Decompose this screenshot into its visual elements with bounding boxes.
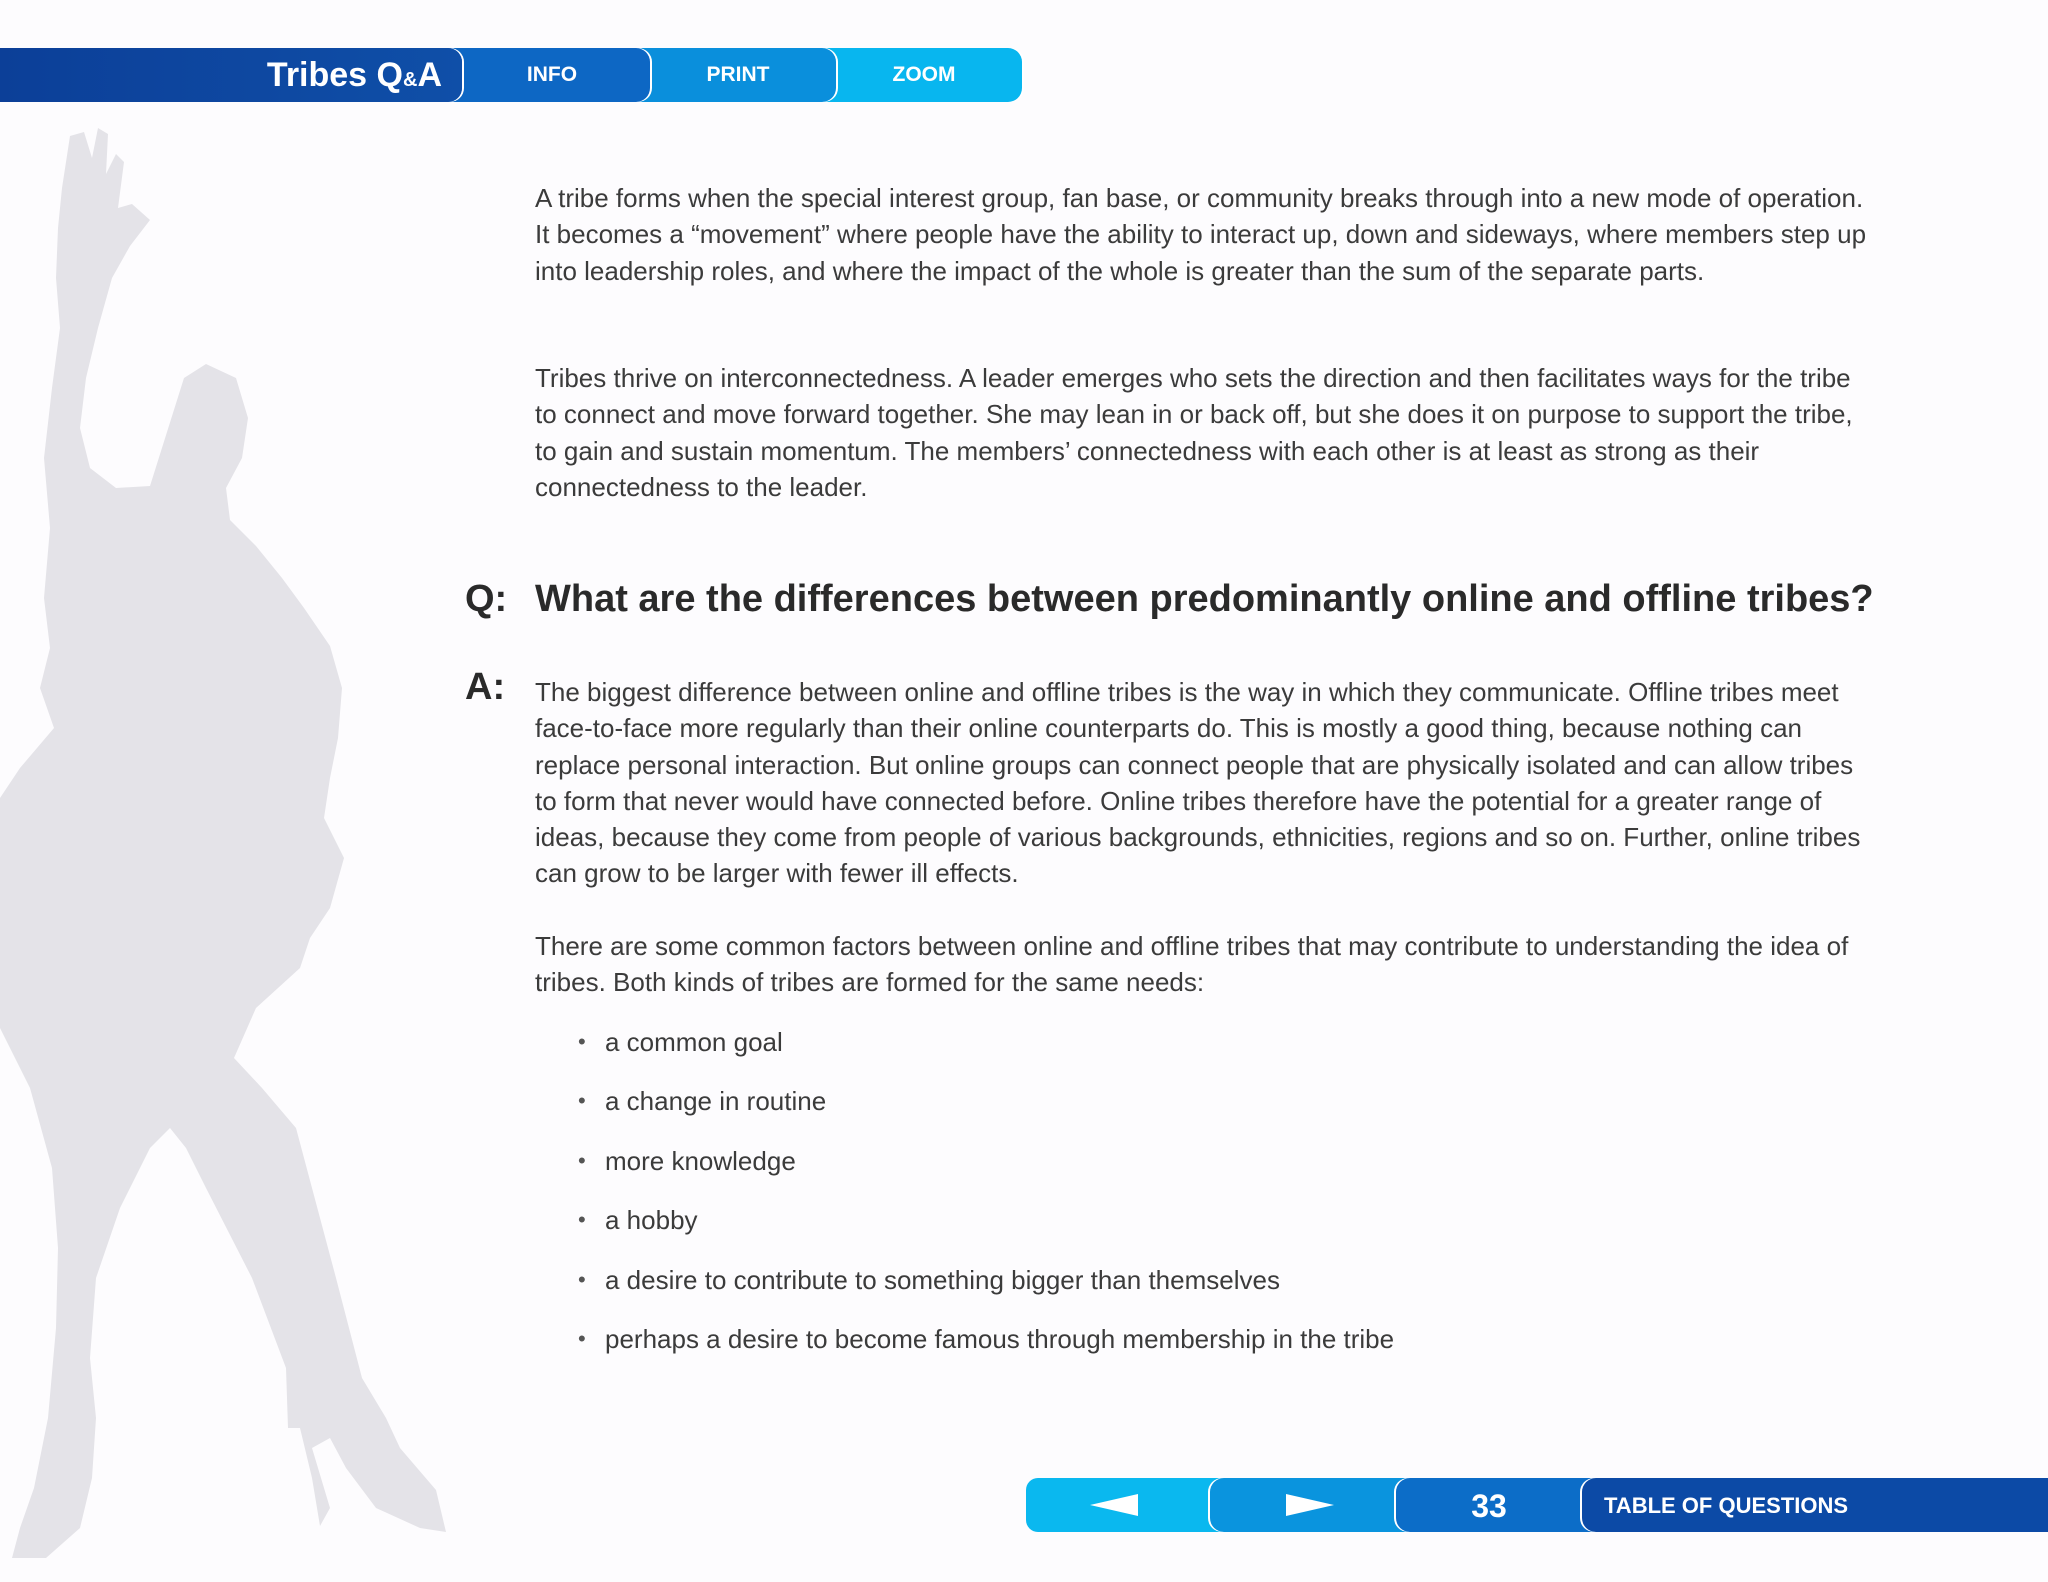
intro-paragraph-1: A tribe forms when the special interest group, fan base, or community breaks through into a new mode of operation. It becomes a “movement” where people have the ability to interact up, down and sideways, where members step up into leadership roles, and where the impact of the whole is greater than the sum of the separate parts.: [535, 183, 1867, 286]
list-item: [578, 1022, 1394, 1081]
previous-page-button[interactable]: [1026, 1478, 1230, 1532]
list-item-text: a hobby: [605, 1205, 698, 1236]
dancer-silhouette-icon: [0, 128, 460, 1558]
table-of-questions-button[interactable]: TABLE OF QUESTIONS: [1582, 1478, 2048, 1532]
tab-info[interactable]: INFO: [430, 48, 650, 102]
bullet-dot: •: [578, 1088, 586, 1114]
question-label: Q:: [465, 578, 508, 620]
brand-ampersand: &: [402, 69, 418, 91]
factors-paragraph: There are some common factors between online and offline tribes that may contribute to understanding the idea of tribes. Both kinds of tribes are formed for the same needs:: [535, 931, 1849, 998]
needs-list: [578, 1022, 1394, 1378]
answer-paragraph: The biggest difference between online and offline tribes is the way in which they communicate. Offline tribes meet face-to-face more regularly than their online counterparts do. This is mostly a good thing, because nothing can replace personal interaction. But online groups can connect people that are physically isolated and can allow tribes to form that never would have connected before. Online tribes therefore have the potential for a greater range of ideas, because they come from people of various backgrounds, ethnicities, regions and so on. Further, online tribes can grow to be larger with fewer ill effects.: [535, 677, 1861, 889]
left-arrow-icon: [1090, 1494, 1138, 1516]
bullet-dot: •: [578, 1266, 586, 1292]
bullet-dot: •: [578, 1207, 586, 1233]
tab-print[interactable]: PRINT: [616, 48, 836, 102]
answer-label: A:: [465, 666, 506, 708]
intro-paragraph-2: Tribes thrive on interconnectedness. A leader emerges who sets the direction and then facilitates ways for the tribe to connect and move forward together. She may lean in or back off, but she does it on purpose to support the tribe, to gain and sustain momentum. The members’ connectedness with each other is at least as strong as their connectedness to the leader.: [535, 363, 1853, 502]
tab-zoom[interactable]: ZOOM: [802, 48, 1022, 102]
brand-text-main: Tribes Q: [266, 56, 403, 94]
question-heading: What are the differences between predominantly online and offline tribes?: [535, 578, 1874, 620]
bullet-dot: •: [578, 1147, 586, 1173]
right-arrow-icon: [1286, 1494, 1334, 1516]
bottom-navigation: [1026, 1478, 2048, 1532]
brand-title: [0, 48, 462, 102]
list-item: [578, 1141, 1394, 1200]
next-page-button[interactable]: [1210, 1478, 1414, 1532]
list-item-text: a common goal: [605, 1027, 783, 1057]
list-item-text: a desire to contribute to something bigger than themselves: [605, 1264, 1280, 1295]
list-item: [578, 1260, 1394, 1319]
list-item-text: perhaps a desire to become famous through membership in the tribe: [605, 1323, 1395, 1354]
list-item-text: more knowledge: [605, 1145, 796, 1176]
brand-text-end: A: [417, 56, 442, 94]
list-item-text: a change in routine: [605, 1086, 827, 1117]
bullet-dot: •: [578, 1029, 586, 1054]
page-number: 33: [1396, 1478, 1600, 1532]
list-item: [578, 1319, 1394, 1378]
bullet-dot: •: [578, 1325, 586, 1351]
top-navigation: [0, 48, 1022, 102]
list-item: [578, 1081, 1394, 1140]
list-item: [578, 1200, 1394, 1259]
